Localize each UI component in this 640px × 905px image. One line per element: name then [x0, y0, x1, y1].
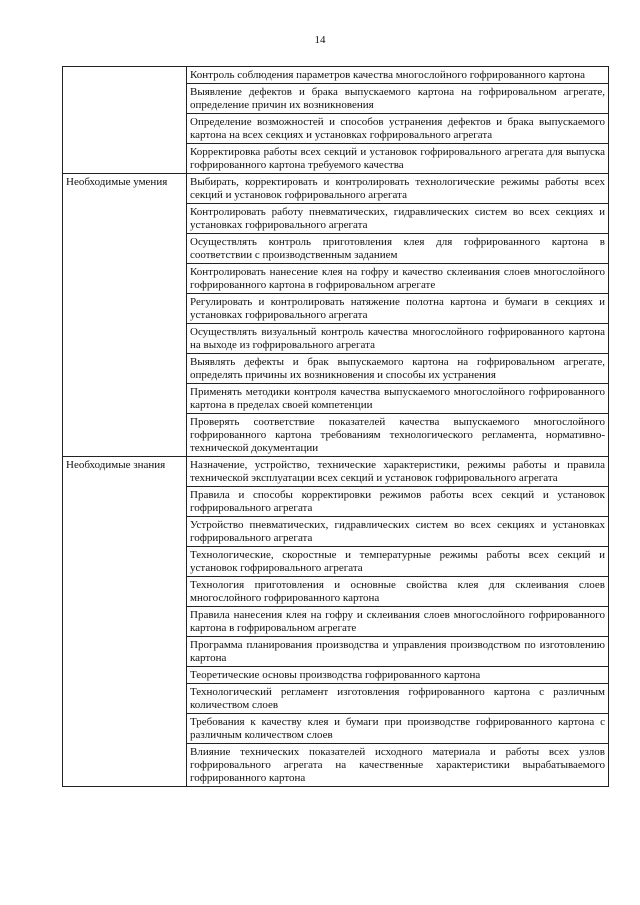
table-cell-item: Корректировка работы всех секций и установок гофрировального агрегата для выпуска гофрированного картона требуемого качества [187, 144, 609, 174]
table-cell-item: Программа планирования производства и управления производством по изготовлению картона [187, 637, 609, 667]
table-cell-item: Технологический регламент изготовления гофрированного картона с различным количеством слоев [187, 684, 609, 714]
table-cell-item: Проверять соответствие показателей качества выпускаемого многослойного гофрированного картона требованиям технологического регламента, нормативно-технической документации [187, 414, 609, 457]
table-cell-item: Правила и способы корректировки режимов работы всех секций и установок гофрировального агрегата [187, 487, 609, 517]
table-row [63, 174, 609, 204]
table-body [63, 67, 609, 787]
table-cell-item: Контролировать работу пневматических, гидравлических систем во всех секциях и установках гофрировального агрегата [187, 204, 609, 234]
table-cell-item: Регулировать и контролировать натяжение полотна картона и бумаги в секциях и установках гофрировального агрегата [187, 294, 609, 324]
table-row [63, 67, 609, 84]
table-cell-item: Выявлять дефекты и брак выпускаемого картона на гофрировальном агрегате, определять причины их возникновения и способы их устранения [187, 354, 609, 384]
section-label: Необходимые умения [63, 174, 187, 457]
table-cell-item: Технологические, скоростные и температурные режимы работы всех секций и установок гофрировального агрегата [187, 547, 609, 577]
table-cell-item: Назначение, устройство, технические характеристики, режимы работы и правила технической эксплуатации всех секций и установок гофрировального агрегата [187, 457, 609, 487]
table-cell-item: Устройство пневматических, гидравлических систем во всех секциях и установках гофрировального агрегата [187, 517, 609, 547]
table-cell-item: Технология приготовления и основные свойства клея для склеивания слоев многослойного гофрированного картона [187, 577, 609, 607]
table-row [63, 457, 609, 487]
table-cell-item: Выявление дефектов и брака выпускаемого картона на гофрировальном агрегате, определение причин их возникновения [187, 84, 609, 114]
section-label [63, 67, 187, 174]
table-cell-item: Контроль соблюдения параметров качества многослойного гофрированного картона [187, 67, 609, 84]
table-cell-item: Осуществлять визуальный контроль качества многослойного гофрированного картона на выходе из гофрировального агрегата [187, 324, 609, 354]
section-label: Необходимые знания [63, 457, 187, 787]
table-cell-item: Правила нанесения клея на гофру и склеивания слоев многослойного гофрированного картона в гофрировальном агрегате [187, 607, 609, 637]
table-cell-item: Теоретические основы производства гофрированного картона [187, 667, 609, 684]
table-cell-item: Осуществлять контроль приготовления клея для гофрированного картона в соответствии с производственным заданием [187, 234, 609, 264]
requirements-table [62, 66, 609, 787]
page-number: 14 [314, 34, 326, 46]
table-cell-item: Контролировать нанесение клея на гофру и качество склеивания слоев многослойного гофрированного картона в гофрировальном агрегате [187, 264, 609, 294]
table-cell-item: Определение возможностей и способов устранения дефектов и брака выпускаемого картона на всех секциях и установках гофрировального агрегата [187, 114, 609, 144]
table-cell-item: Применять методики контроля качества выпускаемого многослойного гофрированного картона в пределах своей компетенции [187, 384, 609, 414]
table-cell-item: Выбирать, корректировать и контролировать технологические режимы работы всех секций и установок гофрировального агрегата [187, 174, 609, 204]
table-cell-item: Требования к качеству клея и бумаги при производстве гофрированного картона с различным количеством слоев [187, 714, 609, 744]
table-cell-item: Влияние технических показателей исходного материала и работы всех узлов гофрировального агрегата на качественные характеристики вырабатываемого гофрированного картона [187, 744, 609, 787]
